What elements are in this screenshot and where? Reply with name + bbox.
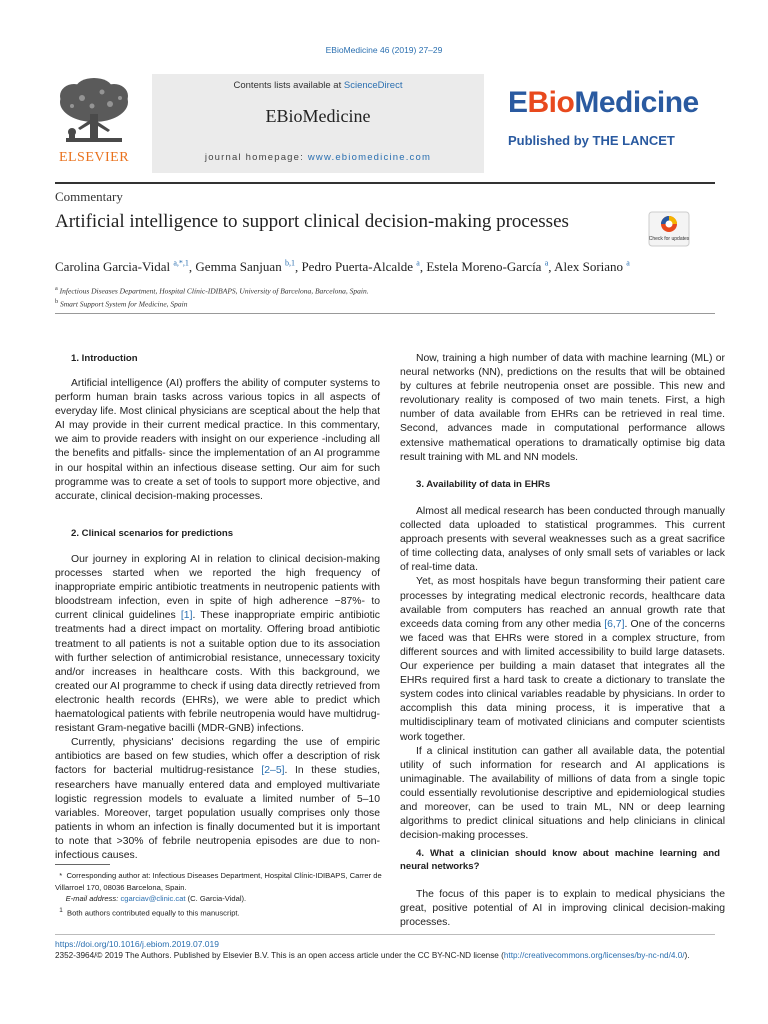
author-name: Alex Soriano	[554, 259, 624, 275]
affiliation-sup: b	[55, 298, 59, 305]
check-updates-icon	[648, 211, 690, 247]
email-owner: (C. Garcia-Vidal).	[185, 894, 247, 904]
author-name: Carolina Garcia-Vidal	[55, 259, 171, 275]
section-heading-text: 2. Clinical scenarios for predictions	[71, 528, 234, 539]
journal-homepage-link[interactable]: www.ebiomedicine.com	[307, 152, 432, 163]
homepage-prefix: journal homepage:	[204, 152, 308, 163]
author-5[interactable]	[554, 259, 630, 274]
affiliation-text: Infectious Diseases Department, Hospital Clínic-IDIBAPS, University of Barcelona, Barcelona, Spain.	[59, 286, 369, 296]
paragraph: Almost all medical research has been conducted through manually collected data uploaded to statistical programmes. This current approach presents with several weaknesses such as a great sacrifice of time collecting data, analyses of only small sets of variables or lack of real-time data.	[400, 506, 725, 574]
author-affil-sup: a	[544, 259, 549, 268]
ebiomedicine-logo	[508, 86, 699, 120]
license-text: 2352-3964/© 2019 The Authors. Published by Elsevier B.V. This is an open access article under the CC BY-NC-ND license (	[55, 951, 504, 960]
published-by-lancet: Published by THE LANCET	[508, 133, 675, 148]
footnotes	[55, 870, 385, 919]
author-list	[55, 259, 715, 275]
journal-homepage-line	[152, 152, 484, 163]
brand-medicine: Medicine	[574, 86, 699, 119]
contents-available-line	[152, 80, 484, 91]
journal-reference-link[interactable]: EBioMedicine 46 (2019) 27–29	[325, 45, 443, 55]
footnote-text: Corresponding author at: Infectious Diseases Department, Hospital Clínic-IDIBAPS, Carrer de Villarroel 170, 08036 Barcelona, Spain.	[55, 871, 382, 892]
license-text-end: ).	[684, 951, 690, 960]
section-3-heading	[400, 478, 720, 491]
footnote-mark: 1	[59, 906, 63, 914]
author-separator: ,	[419, 259, 427, 275]
footnote-mark: *	[59, 871, 63, 880]
section-4-body	[400, 888, 725, 930]
paragraph	[55, 553, 380, 736]
footnote-email	[55, 893, 385, 905]
text-run: . One of the concerns we faced was that EHRs were stored in a complex structure, from different sources and with limited accessibility to build large datasets. Our experience per building a main dataset that integrates all the EHRs required first a hard task to create a dictionary to translate the system codes into clinical variables readable by physicians. In order to accomplish this data mining process, it is imperative that a multidisciplinary team of motivated clinicians and computer scientists work together.	[400, 618, 725, 743]
contents-prefix: Contents lists available at	[233, 80, 344, 91]
check-updates-text: Check for updates	[648, 236, 690, 242]
section-heading-text: 3. Availability of data in EHRs	[416, 479, 551, 490]
article-type: Commentary	[55, 189, 123, 204]
license-link[interactable]: http://creativecommons.org/licenses/by-nc-nd/4.0/	[503, 951, 685, 960]
footnote-corresponding	[55, 870, 385, 893]
author-affil-sup: b,1	[284, 259, 295, 268]
section-1-body	[55, 377, 380, 504]
affiliation-divider	[55, 313, 715, 314]
section-3-body	[400, 505, 725, 843]
author-name: Gemma Sanjuan	[195, 259, 282, 275]
section-2-body	[55, 553, 380, 863]
footnote-equal	[55, 905, 385, 919]
bottom-divider	[55, 934, 715, 935]
journal-name: EBioMedicine	[265, 106, 371, 126]
author-separator: ,	[548, 259, 555, 275]
author-4[interactable]	[426, 259, 548, 274]
section-heading-text: 4. What a clinician should know about machine learning and neural networks?	[400, 848, 720, 872]
email-label: E-mail address:	[65, 894, 121, 904]
author-affil-sup: a	[626, 259, 630, 268]
section-heading-text: 1. Introduction	[71, 353, 138, 364]
citation-link[interactable]: [1]	[180, 610, 193, 622]
citation-link[interactable]: [6,7]	[604, 618, 625, 630]
brand-e: E	[508, 86, 528, 119]
affiliation-b	[55, 297, 715, 310]
elsevier-wordmark: ELSEVIER	[58, 150, 130, 165]
author-affil-sup: a	[416, 259, 420, 268]
author-2[interactable]	[195, 259, 295, 274]
doi-link[interactable]: https://doi.org/10.1016/j.ebiom.2019.07.019	[55, 939, 219, 949]
text-run: Our journey in exploring AI in relation to clinical decision-making processes started when we reported the high frequency of inappropriate empiric antibiotic treatments in neutropenic patients with bloodstream infection, even in spite of high adherence −87%- to current clinical guidelines	[55, 554, 380, 622]
affiliations	[55, 284, 715, 310]
author-1[interactable]	[55, 259, 189, 274]
affiliation-text: Smart Support System for Medicine, Spain	[60, 299, 188, 309]
text-run: . These inappropriate empiric antibiotic treatments had a direct impact on mortality. Offering broad antibiotic treatment to all patients is not a suitable option due to its association with further selection of antimicrobial resistance, unnecessary toxicity and/or increases in healthcare costs. With this background, we created our AI programme to check if using data directly retrieved from electronic health records (EHRs), we were able to predict which haematological patients with febrile neutropenia would have multidrug-resistant Gram-negative bacilli (MDR-GNB) infections.	[55, 610, 380, 735]
right-column-intro	[400, 352, 725, 465]
footnote-text: Both authors contributed equally to this manuscript.	[67, 908, 240, 918]
author-name: Pedro Puerta-Alcalde	[301, 259, 413, 275]
paragraph: Now, training a high number of data with machine learning (ML) or neural networks (NN), predictions on the results that will be obtained by cultures at febrile neutropenia onset are possible. This new and revolutionary reality is composed of two main tenets. First, a high number of data available from EHRs can be retrieved in real time. Second, advances made in computational performance allows extensive mathematical operations to dramatically optimise big data result training with ML and NN models.	[400, 353, 725, 463]
paragraph: If a clinical institution can gather all available data, the potential utility of such information for research and AI applications is unimaginable. The availability of millions of data from a single topic could essentially revolutionise descriptive and epidemiological studies and moreover, can be used to train ML, NN or deep learning algorithms to predict clinical situations and help clinicians in clinical decision-making processes.	[400, 745, 725, 842]
check-for-updates-badge[interactable]	[648, 211, 690, 247]
text-run: Currently, physicians' decisions regarding the use of empiric antibiotics are based on few studies, which offer a description of risk factors for bacterial multidrug-resistance	[55, 737, 380, 777]
author-separator: ,	[294, 259, 302, 275]
footnote-divider	[55, 864, 110, 865]
author-name: Estela Moreno-García	[426, 259, 542, 275]
paragraph: The focus of this paper is to explain to medical physicians the great, positive potential of AI in improving clinical decision-making processes.	[400, 889, 725, 929]
text-run: Yet, as most hospitals have begun transforming their patient care processes by integrating medical electronic records, healthcare data available from computers has reached an annual growth rate that exceeds data coming from any other media	[400, 576, 725, 630]
section-2-heading	[55, 527, 375, 540]
text-run: . In these studies, researchers have manually entered data and employed multivariate logistic regression models to evaluate a limited number of 5–10 variables. Moreover, target population usually comprises only those patients in whom an infection is finally documented but it is important to note that >30% of febrile neutropenia episodes are due to non-infectious causes.	[55, 765, 380, 861]
brand-bio: Bio	[527, 86, 575, 119]
paragraph	[400, 575, 725, 744]
citation-link[interactable]: [2–5]	[261, 765, 285, 777]
author-separator: ,	[188, 259, 196, 275]
paragraph	[55, 736, 380, 863]
affiliation-a	[55, 284, 715, 297]
author-affil-sup: a,*,1	[173, 259, 189, 268]
sciencedirect-link[interactable]: ScienceDirect	[343, 80, 403, 91]
email-link[interactable]: cgarciav@clinic.cat	[120, 894, 186, 904]
article-title: Artificial intelligence to support clinical decision-making processes	[55, 211, 569, 232]
license-line	[55, 951, 735, 960]
paragraph: Artificial intelligence (AI) proffers the ability of computer systems to perform human brain tasks across various topics in all aspects of everyday life. Most clinical physicians are sceptical about the help that AI may provide in their current medical practice. In this commentary, we aim to provide readers with insight on our experience -including all the benefits and pitfalls- since the implementation of an AI programme in our hospital within an infectious disease setting. Our aim for such programme was to create a set of tools to support more objective, and accurate, clinical decision-making processes.	[55, 378, 380, 502]
header-divider	[55, 182, 715, 184]
affiliation-sup: a	[55, 285, 58, 292]
section-1-heading	[55, 352, 375, 365]
section-4-heading	[400, 847, 720, 873]
author-3[interactable]	[301, 259, 419, 274]
